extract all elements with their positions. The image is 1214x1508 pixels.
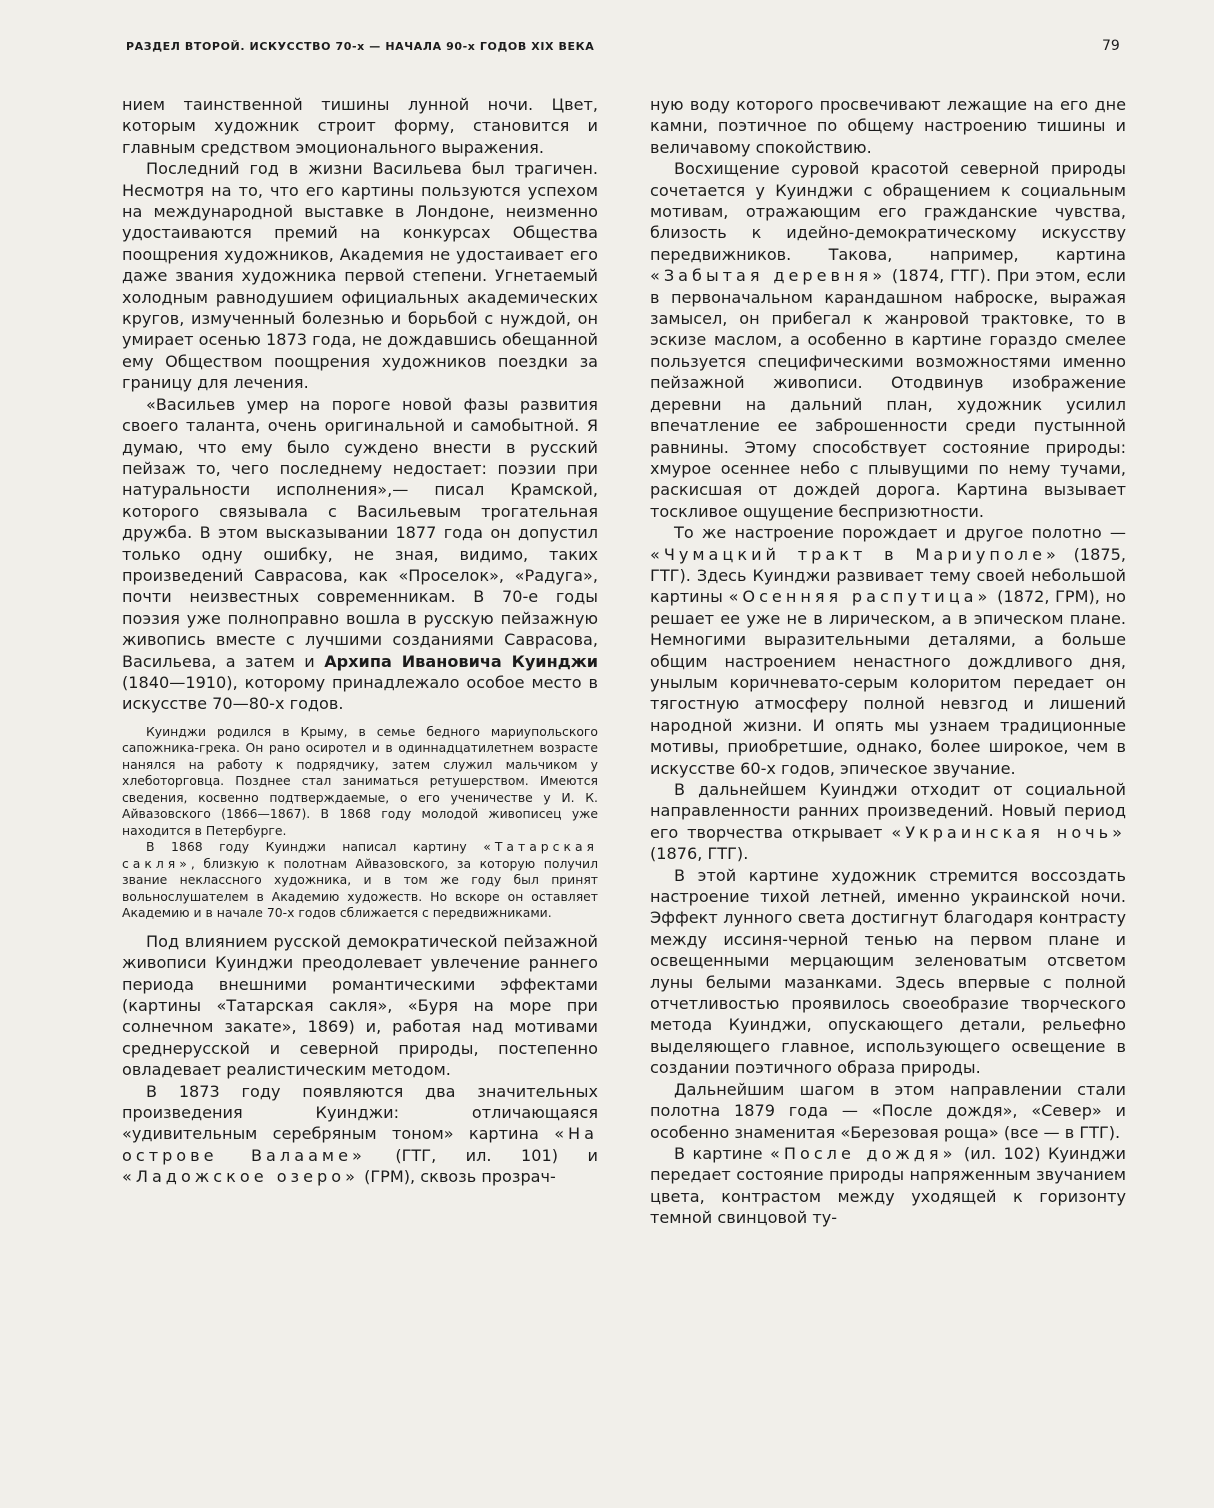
paragraph-text: (1872, ГРМ), но решает ее уже не в лирическом, а в эпическом плане. Немногими выразительными деталями, а больше общим настроением ненастного дождливого дня, унылым коричневато-серым колоритом передает он тягостную атмосферу полной невзгод и лишений народной жизни. И опять мы узнаем традиционные мотивы, приобретшие, однако, более широкое, чем в искусстве 60-х годов, эпическое звучание. (650, 587, 1126, 778)
paragraph: В этой картине художник стремится воссоздать настроение тихой летней, именно украинской ночи. Эффект лунного света достигнут благодаря контрасту между иссиня-черной тенью на первом плане и освещенными мерцающим зеленоватым отсветом луны белыми мазанками. Здесь впервые с полной отчетливостью проявилось своеобразие творческого метода Куинджи, опускающего детали, рельефно выделяющего главное, использующего освещение в создании поэтичного образа природы. (650, 865, 1126, 1078)
artwork-title: «Украинская ночь» (891, 822, 1127, 842)
paragraph: нием таинственной тишины лунной ночи. Цвет, которым художник строит форму, становится и главным средством эмоционального выражения. (122, 95, 598, 157)
paragraph-text: В дальнейшем Куинджи отходит от социальной направленности ранних произведений. Новый период его творчества открывает (650, 780, 1126, 842)
paragraph (650, 779, 1126, 865)
biographical-note (122, 724, 598, 922)
paragraph (122, 1081, 598, 1188)
right-column (650, 94, 1126, 1229)
note-text: В 1868 году Куинджи написал картину (146, 839, 467, 855)
paragraph: Под влиянием русской демократической пейзажной живописи Куинджи преодолевает увлечение раннего периода внешними романтическими эффектами (картины «Татарская сакля», «Буря на море при солнечном закате», 1869) и, работая над мотивами среднерусской и северной природы, постепенно овладевает реалистическим методом. (122, 931, 598, 1080)
left-column (122, 94, 598, 1188)
running-title: РАЗДЕЛ ВТОРОЙ. ИСКУССТВО 70-х — НАЧАЛА 90-х ГОДОВ XIX ВЕКА (126, 40, 595, 53)
artist-name: Архипа Ивановича Куинджи (324, 651, 598, 671)
artwork-title: «Осенняя распутица» (728, 587, 992, 607)
paragraph-text: В 1873 году появляются два значительных произведения Куинджи: отличающаяся «удивительным серебряным тоном» картина (122, 1081, 598, 1144)
paragraph-text: (1875, ГТГ). Здесь Куинджи развивает тему своей небольшой картины (650, 544, 1126, 607)
page-number: 79 (1102, 38, 1120, 54)
paragraph-text: (1840—1910), которому принадлежало особое место в искусстве 70—80-х годов. (122, 672, 598, 714)
paragraph: Последний год в жизни Васильева был трагичен. Несмотря на то, что его картины пользуются успехом на международной выставке в Лондоне, неизменно удостаиваются премий на конкурсах Общества поощрения художников, Академия не удостаивает его даже звания художника первой степени. Угнетаемый холодным равнодушием официальных академических кругов, измученный болезнью и борьбой с нуждой, он умирает осенью 1873 года, не дождавшись обещанной ему Обществом поощрения художников поездки за границу для лечения. (122, 159, 598, 393)
paragraph-text: То же настроение порождает и другое полотно — (674, 523, 1126, 543)
artwork-title: «Забытая деревня» (650, 266, 887, 286)
paragraph: ную воду которого просвечивают лежащие на его дне камни, поэтичное по общему настроению тишины и величавому спокойствию. (650, 95, 1126, 157)
paragraph-text: «Васильев умер на пороге новой фазы развития своего таланта, очень оригинальной и самобытной. Я думаю, что ему было суждено внести в русский пейзаж то, чего последнему недостает: поэзии при натуральности исполнения»,— писал Крамской, которого связывала с Васильевым трогательная дружба. В этом высказывании 1877 года он допустил только одну ошибку, не зная, видимо, таких произведений Саврасова, как «Проселок», «Радуга», почти неизвестных современникам. В 70-е годы поэзия уже полноправно вошла в русскую пейзажную живопись вместе с лучшими созданиями Саврасова, Васильева, а затем и (122, 394, 598, 671)
artwork-title: «Чумацкий тракт в Мариуполе» (650, 544, 1060, 564)
paragraph-text: Восхищение суровой красотой северной природы сочетается у Куинджи с обращением к социальным мотивам, отражающим его гражданские чувства, близость к идейно-демократическому искусству передвижников. Такова, например, картина (650, 159, 1126, 264)
paragraph (650, 522, 1126, 779)
paragraph-text: (1874, ГТГ). При этом, если в первоначальном карандашном наброске, выражая замысел, он прибегал к жанровой трактовке, то в эскизе маслом, а особенно в картине гораздо смелее пользуется специфическими возможностями именно пейзажной живописи. Отодвинув изображение деревни на дальний план, художник усилил впечатление ее заброшенности среди пустынной равнины. Этому способствует состояние природы: хмурое осеннее небо с плывущими по нему тучами, раскисшая от дождей дорога. Картина вызывает тоскливое ощущение беспризютности. (650, 266, 1126, 521)
note-paragraph: Куинджи родился в Крыму, в семье бедного мариупольского сапожника-грека. Он рано осиротел и в одиннадцатилетнем возрасте нанялся на работу к подрядчику, затем служил мальчиком у хлеботорговца. Позднее стал заниматься ретушерством. Имеются сведения, косвенно подтверждаемые, о его ученичестве у И. К. Айвазовского (1866—1867). В 1868 году молодой живописец уже находится в Петербурге. (122, 723, 598, 838)
note-paragraph (122, 839, 598, 922)
artwork-title: «На острове Валааме» (122, 1124, 598, 1165)
paragraph-text: (ГТГ, ил. 101) и (395, 1145, 598, 1165)
paragraph (122, 394, 598, 715)
paragraph-text: (1876, ГТГ). (650, 844, 749, 864)
artwork-title: «После дождя» (770, 1143, 957, 1163)
artwork-title: «Татарская сакля» (122, 839, 598, 871)
paragraph: Дальнейшим шагом в этом направлении стали полотна 1879 года — «После дождя», «Север» и особенно знаменитая «Березовая роща» (все — в ГТГ). (650, 1079, 1126, 1142)
artwork-title: «Ладожское озеро» (122, 1167, 359, 1187)
paragraph (650, 1143, 1126, 1229)
note-text: , близкую к полотнам Айвазовского, за которую получил звание неклассного художника, и в том же году был принят вольнослушателем в Академию художеств. Но вскоре он оставляет Академию и в начале 70-х годов сближается с передвижниками. (122, 855, 598, 921)
paragraph (650, 158, 1126, 522)
paragraph-text: (ил. 102) Куинджи передает состояние природы напряженным звучанием цвета, контрастом между уходящей к горизонту темной свинцовой ту- (650, 1143, 1126, 1228)
paragraph-text: (ГРМ), сквозь прозрач- (364, 1167, 556, 1187)
paragraph-text: В картине (674, 1143, 763, 1163)
